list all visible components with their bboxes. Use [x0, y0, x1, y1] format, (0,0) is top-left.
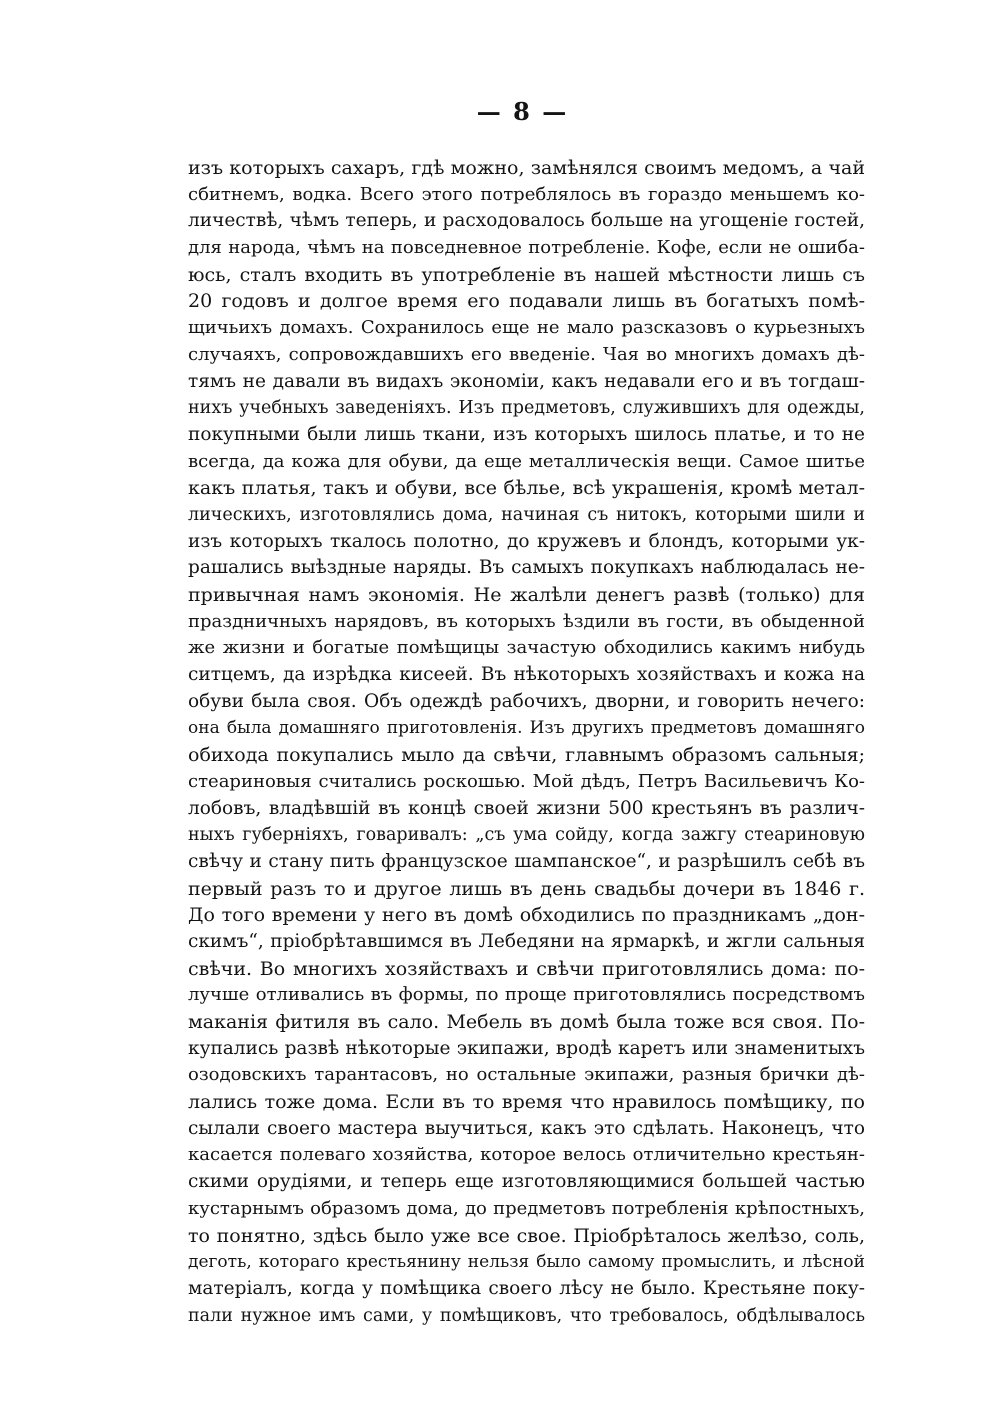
text-line: же жизни и богатые помѣщицы зачастую обходились какимъ нибудь [188, 637, 865, 659]
page-number: — 8 — [476, 97, 569, 126]
text-line: лались тоже дома. Если въ то время что нравилось помѣщику, по [188, 1091, 865, 1114]
text-line: кустарнымъ образомъ дома, до предметовъ потребленія крѣпостныхъ, [188, 1197, 865, 1219]
text-line: ныхъ губерніяхъ, говаривалъ: „съ ума сойду, когда зажгу стеариновую [188, 825, 865, 846]
text-line: деготь, котораго крестьянину нельзя было самому промыслить, и лѣсной [188, 1252, 865, 1273]
text-line: скимъ“, пріобрѣтавшимся въ Лебедяни на ярмаркѣ, и жгли сальныя [188, 930, 865, 952]
text-line: она была домашняго приготовленія. Изъ другихъ предметовъ домашняго [188, 718, 865, 739]
text-line: стеариновыя считались роскошью. Мой дѣдъ, Петръ Васильевичъ Ко- [188, 770, 865, 792]
text-line: лучше отливались въ формы, по проще приготовлялись посредствомъ [188, 984, 865, 1006]
text-line: какъ платья, такъ и обуви, все бѣлье, всѣ украшенія, кромѣ метал- [188, 477, 865, 500]
text-line: скими орудіями, и теперь еще изготовляющимися большей частью [188, 1171, 865, 1193]
text-line: щичьихъ домахъ. Сохранилось еще не мало разсказовъ о курьезныхъ [188, 317, 865, 339]
text-line: обуви была своя. Объ одеждѣ рабочихъ, дворни, и говорить нечего: [188, 690, 865, 712]
text-line: ситцемъ, да изрѣдка кисеей. Въ нѣкоторыхъ хозяйствахъ и кожа на [188, 664, 865, 686]
text-line: юсь, сталъ входить въ употребленіе въ нашей мѣстности лишь съ [188, 263, 865, 286]
text-line: случаяхъ, сопровождавшихъ его введеніе. Чая во многихъ домахъ дѣ- [188, 343, 865, 365]
text-line: До того времени у него въ домѣ обходились по праздникамъ „дон- [188, 904, 865, 927]
text-line: пали нужное имъ сами, у помѣщиковъ, что требовалось, обдѣлывалось [188, 1305, 865, 1326]
text-line: праздничныхъ нарядовъ, въ которыхъ ѣздили въ гости, въ обыденной [188, 610, 865, 632]
text-line: лическихъ, изготовлялись дома, начиная съ нитокъ, которыми шили и [188, 504, 865, 525]
text-line: нихъ учебныхъ заведеніяхъ. Изъ предметовъ, служившихъ для одежды, [188, 398, 865, 419]
text-line: изъ которыхъ сахаръ, гдѣ можно, замѣнялся своимъ медомъ, а чай [188, 157, 865, 179]
text-line: матеріалъ, когда у помѣщика своего лѣсу не было. Крестьяне поку- [188, 1277, 865, 1299]
text-line: касается полеваго хозяйства, которое велось отличительно крестьян- [188, 1144, 865, 1166]
text-line: привычная намъ экономія. Не жалѣли денегъ развѣ (только) для [188, 584, 865, 606]
text-line: то понятно, здѣсь было уже все свое. Пріобрѣталось желѣзо, соль, [188, 1224, 865, 1247]
text-line: свѣчи. Во многихъ хозяйствахъ и свѣчи приготовлялись дома: по- [188, 957, 865, 980]
text-line: тямъ не давали въ видахъ экономіи, какъ недавали его и въ тогдаш- [188, 370, 865, 392]
text-line: всегда, да кожа для обуви, да еще металлическія вещи. Самое шитье [188, 450, 865, 472]
text-line: первый разъ то и другое лишь въ день свадьбы дочери въ 1846 г. [188, 877, 865, 900]
text-line: личествѣ, чѣмъ теперь, и расходовалось больше на угощеніе гостей, [188, 210, 865, 232]
text-line: обихода покупались мыло да свѣчи, главнымъ образомъ сальныя; [188, 744, 865, 767]
text-line: озодовскихъ тарантасовъ, но остальные экипажи, разныя брички дѣ- [188, 1064, 865, 1086]
text-line: изъ которыхъ ткалось полотно, до кружевъ и блондъ, которыми ук- [188, 530, 865, 552]
text-line: купались развѣ нѣкоторые экипажи, вродѣ каретъ или знаменитыхъ [188, 1037, 865, 1059]
text-line: свѣчу и стану пить французское шампанское“, и разрѣшилъ себѣ въ [188, 850, 865, 872]
text-line: маканія фитиля въ сало. Мебель въ домѣ была тоже вся своя. По- [188, 1011, 865, 1033]
body-text [188, 155, 865, 1329]
text-line: рашались выѣздные наряды. Въ самыхъ покупкахъ наблюдалась не- [188, 557, 865, 579]
text-line: для народа, чѣмъ на повседневное потребленіе. Кофе, если не ошиба- [188, 237, 865, 259]
text-line: лобовъ, владѣвшій въ концѣ своей жизни 500 крестьянъ въ различ- [188, 797, 865, 819]
text-line: 20 годовъ и долгое время его подавали лишь въ богатыхъ помѣ- [188, 290, 865, 313]
text-line: покупными были лишь ткани, изъ которыхъ шилось платье, и то не [188, 423, 865, 445]
text-line: сбитнемъ, водка. Всего этого потреблялось въ гораздо меньшемъ ко- [188, 183, 865, 205]
text-line: сылали своего мастера выучиться, какъ это сдѣлать. Наконецъ, что [188, 1117, 865, 1139]
